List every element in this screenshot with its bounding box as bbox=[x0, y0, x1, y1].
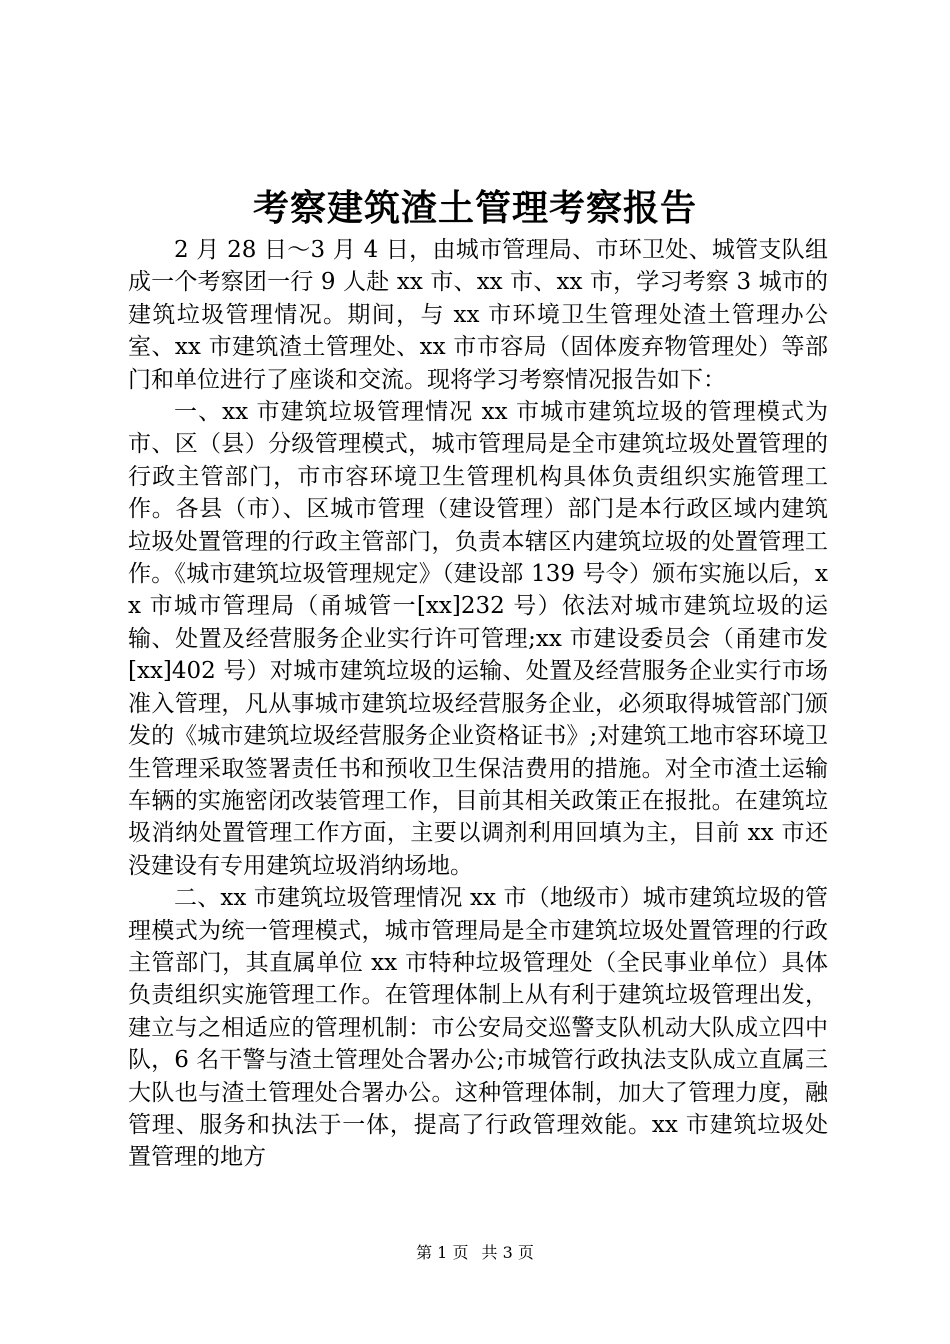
page-total: 共 3 页 bbox=[481, 1243, 534, 1262]
document-body bbox=[128, 234, 828, 1174]
paragraph-section-2: 二、xx 市建筑垃圾管理情况 xx 市（地级市）城市建筑垃圾的管理模式为统一管理模式，城市管理局是全市建筑垃圾处置管理的行政主管部门，其直属单位 xx 市特种垃圾管理处（全民事业单位）具体负责组织实施管理工作。在管理体制上从有利于建筑垃圾管理出发，建立与之相适应的管理机制：市公安局交巡警支队机动大队成立四中队，6 名干警与渣土管理处合署办公;市城管行政执法支队成立直属三大队也与渣土管理处合署办公。这种管理体制，加大了管理力度，融管理、服务和执法于一体，提高了行政管理效能。xx 市建筑垃圾处置管理的地方 bbox=[128, 885, 828, 1171]
paragraph-intro: 2 月 28 日～3 月 4 日，由城市管理局、市环卫处、城管支队组成一个考察团一行 9 人赴 xx 市、xx 市、xx 市，学习考察 3 城市的建筑垃圾管理情况。期间，与 xx 市环境卫生管理处渣土管理办公室、xx 市建筑渣土管理处、xx 市市容局（固体废弃物管理处）等部门和单位进行了座谈和交流。现将学习考察情况报告如下： bbox=[128, 237, 828, 393]
page-number: 第 1 页 bbox=[416, 1243, 469, 1262]
paragraph-section-1: 一、xx 市建筑垃圾管理情况 xx 市城市建筑垃圾的管理模式为市、区（县）分级管理模式，城市管理局是全市建筑垃圾处置管理的行政主管部门，市市容环境卫生管理机构具体负责组织实施管理工作。各县（市）、区城市管理（建设管理）部门是本行政区域内建筑垃圾处置管理的行政主管部门，负责本辖区内建筑垃圾的处置管理工作。《城市建筑垃圾管理规定》（建设部 139 号令）颁布实施以后，xx 市城市管理局（甬城管一[xx]232 号）依法对城市建筑垃圾的运输、处置及经营服务企业实行许可管理;xx 市建设委员会（甬建市发[xx]402 号）对城市建筑垃圾的运输、处置及经营服务企业实行市场准入管理，凡从事城市建筑垃圾经营服务企业，必须取得城管部门颁发的《城市建筑垃圾经营服务企业资格证书》;对建筑工地市容环境卫生管理采取签署责任书和预收卫生保洁费用的措施。对全市渣土运输车辆的实施密闭改装管理工作，目前其相关政策正在报批。在建筑垃圾消纳处置管理工作方面，主要以调剂利用回填为主，目前 xx 市还没建设有专用建筑垃圾消纳场地。 bbox=[128, 399, 828, 879]
page-footer bbox=[0, 1241, 950, 1265]
document-title: 考察建筑渣土管理考察报告 bbox=[252, 187, 697, 229]
